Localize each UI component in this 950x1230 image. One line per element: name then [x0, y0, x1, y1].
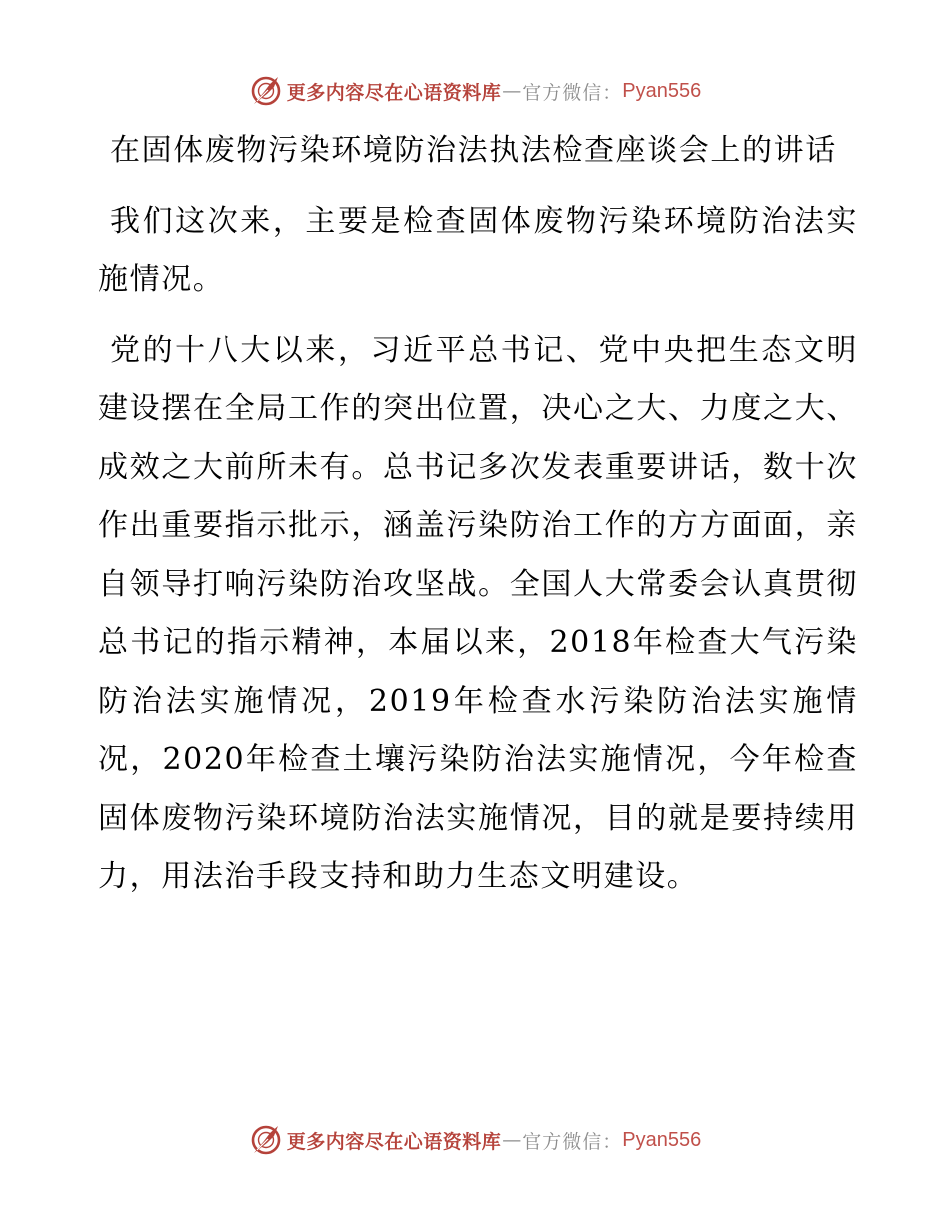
- page-header: [0, 71, 950, 111]
- page-footer: [0, 1120, 950, 1160]
- brand-text: 更多内容尽在心语资料库: [286, 1130, 502, 1153]
- document-title: 在固体废物污染环境防治法执法检查座谈会上的讲话: [110, 133, 837, 168]
- wechat-id: Pyan556: [622, 79, 702, 102]
- wechat-label: 官方微信：: [522, 1130, 623, 1153]
- watermark-brand: [249, 74, 702, 108]
- brand-separator: —: [502, 80, 522, 102]
- brand-separator: —: [502, 1129, 522, 1151]
- wechat-label: 官方微信：: [522, 81, 623, 104]
- watermark-brand: [249, 1123, 702, 1157]
- paragraph: 我们这次来，主要是检查固体废物污染环境防治法实施情况。: [98, 203, 858, 297]
- quill-logo-icon: [249, 1123, 283, 1157]
- paragraph: 党的十八大以来，习近平总书记、党中央把生态文明建设摆在全局工作的突出位置，决心之大、力度之大、成效之大前所未有。总书记多次发表重要讲话，数十次作出重要指示批示，涵盖污染防治工作的方方面面，亲自领导打响污染防治攻坚战。全国人大常委会认真贯彻总书记的指示精神，本届以来，2018年检查大气污染防治法实施情况，2019年检查水污染防治法实施情况，2020年检查土壤污染防治法实施情况，今年检查固体废物污染环境防治法实施情况，目的就是要持续用力，用法治手段支持和助力生态文明建设。: [98, 332, 858, 894]
- brand-text: 更多内容尽在心语资料库: [286, 81, 502, 104]
- document-body: [98, 122, 858, 907]
- quill-logo-icon: [249, 74, 283, 108]
- wechat-id: Pyan556: [622, 1128, 702, 1151]
